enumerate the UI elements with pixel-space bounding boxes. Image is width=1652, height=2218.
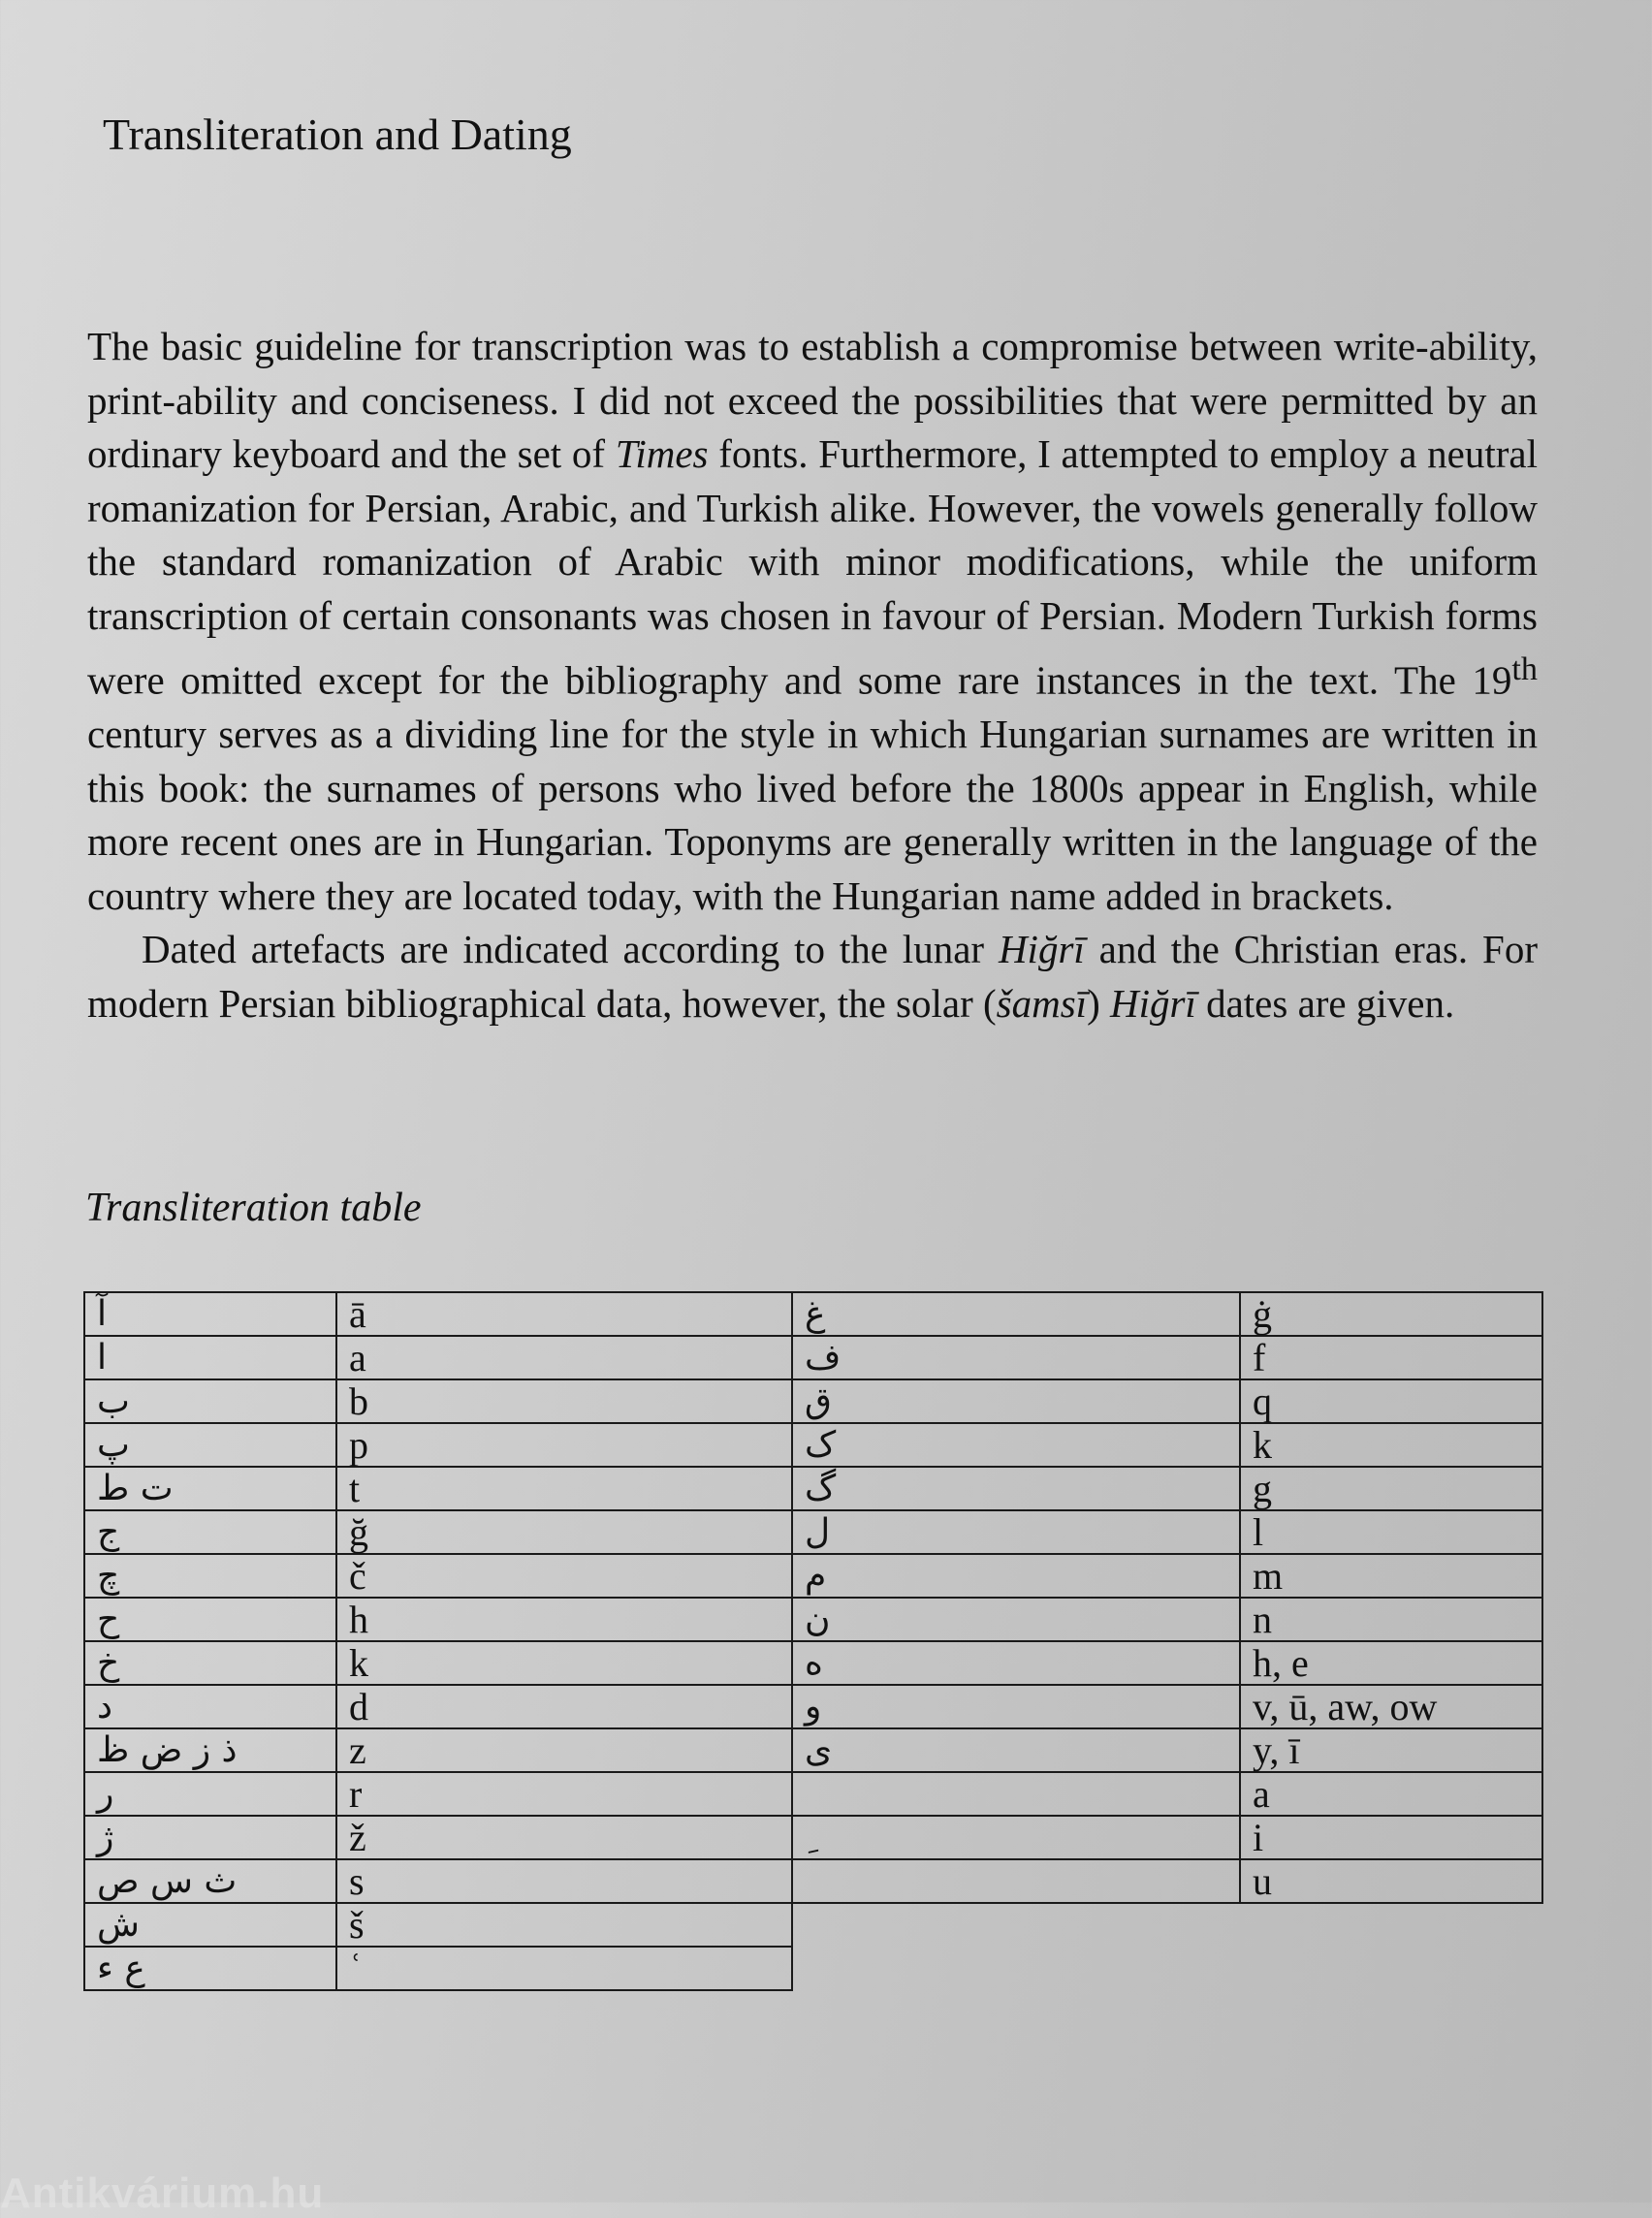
table-row	[84, 1816, 792, 1859]
table-row	[792, 1467, 1542, 1510]
italic-span: Hiğrī	[1109, 980, 1196, 1026]
transliteration-table-left	[83, 1291, 793, 1991]
table-row	[84, 1510, 792, 1554]
text-span: dates are given.	[1195, 980, 1455, 1026]
text-span: The basic guideline for transcription was to establish a compromise between write-ability, print-ability and conciseness. I did not exceed the possibilities that were permitted by an ordinary keyboard and the set of	[87, 324, 1538, 476]
arabic-letter-cell: ج	[84, 1510, 336, 1554]
table-row	[84, 1467, 792, 1510]
table-row	[84, 1598, 792, 1641]
table-row	[792, 1685, 1542, 1728]
latin-transcription-cell: u	[1240, 1859, 1542, 1903]
watermark: Antikvárium.hu	[0, 2170, 325, 2217]
table-row	[792, 1772, 1542, 1816]
arabic-letter-cell: ه	[792, 1641, 1240, 1685]
arabic-letter-cell: ح	[84, 1598, 336, 1641]
body-text	[87, 320, 1538, 1030]
arabic-letter-cell: ت ط	[84, 1467, 336, 1510]
arabic-letter-cell: ب	[84, 1379, 336, 1423]
table-row	[792, 1510, 1542, 1554]
table-row	[792, 1379, 1542, 1423]
latin-transcription-cell: i	[1240, 1816, 1542, 1859]
table-row	[84, 1641, 792, 1685]
latin-transcription-cell: ġ	[1240, 1292, 1542, 1336]
arabic-letter-cell: و	[792, 1685, 1240, 1728]
latin-transcription-cell: h	[336, 1598, 792, 1641]
paragraph-transcription	[87, 320, 1538, 923]
latin-transcription-cell: k	[336, 1641, 792, 1685]
text-span: Dated artefacts are indicated according to the lunar	[142, 927, 999, 972]
arabic-letter-cell: ذ ز ض ظ	[84, 1728, 336, 1772]
latin-transcription-cell: l	[1240, 1510, 1542, 1554]
arabic-letter-cell: ث س ص	[84, 1859, 336, 1903]
latin-transcription-cell: d	[336, 1685, 792, 1728]
arabic-letter-cell: ع ء	[84, 1947, 336, 1990]
italic-span: šamsī	[996, 980, 1088, 1026]
arabic-letter-cell: ک	[792, 1423, 1240, 1467]
table-row	[84, 1772, 792, 1816]
arabic-letter-cell: م	[792, 1554, 1240, 1598]
latin-transcription-cell: a	[1240, 1772, 1542, 1816]
arabic-letter-cell: پ	[84, 1423, 336, 1467]
latin-transcription-cell: p	[336, 1423, 792, 1467]
arabic-letter-cell: ژ	[84, 1816, 336, 1859]
table-row	[84, 1292, 792, 1336]
arabic-letter-cell: خ	[84, 1641, 336, 1685]
table-row	[84, 1903, 792, 1947]
table-row	[84, 1336, 792, 1379]
page-title: Transliteration and Dating	[103, 110, 572, 159]
latin-transcription-cell: ğ	[336, 1510, 792, 1554]
latin-transcription-cell: n	[1240, 1598, 1542, 1641]
latin-transcription-cell: h, e	[1240, 1641, 1542, 1685]
text-span: )	[1087, 980, 1110, 1026]
latin-transcription-cell: s	[336, 1859, 792, 1903]
latin-transcription-cell: r	[336, 1772, 792, 1816]
arabic-letter-cell: غ	[792, 1292, 1240, 1336]
latin-transcription-cell: g	[1240, 1467, 1542, 1510]
table-row	[792, 1641, 1542, 1685]
table-caption: Transliteration table	[85, 1186, 422, 1230]
arabic-letter-cell: گ	[792, 1467, 1240, 1510]
latin-transcription-cell: y, ī	[1240, 1728, 1542, 1772]
arabic-letter-cell: ل	[792, 1510, 1240, 1554]
arabic-letter-cell: ف	[792, 1336, 1240, 1379]
table-row	[84, 1423, 792, 1467]
table-row	[792, 1728, 1542, 1772]
latin-transcription-cell: v, ū, aw, ow	[1240, 1685, 1542, 1728]
table-row	[84, 1379, 792, 1423]
latin-transcription-cell: k	[1240, 1423, 1542, 1467]
arabic-letter-cell: چ	[84, 1554, 336, 1598]
table-row	[792, 1292, 1542, 1336]
arabic-letter-cell	[792, 1816, 1240, 1859]
latin-transcription-cell: t	[336, 1467, 792, 1510]
table-row	[84, 1859, 792, 1903]
superscript: th	[1511, 651, 1538, 687]
arabic-letter-cell: ا	[84, 1336, 336, 1379]
latin-transcription-cell: f	[1240, 1336, 1542, 1379]
arabic-letter-cell: آ	[84, 1292, 336, 1336]
paragraph-dating	[87, 923, 1538, 1030]
table-row	[792, 1423, 1542, 1467]
italic-span: Times	[615, 431, 709, 476]
latin-transcription-cell: č	[336, 1554, 792, 1598]
latin-transcription-cell: a	[336, 1336, 792, 1379]
arabic-letter-cell: ش	[84, 1903, 336, 1947]
arabic-letter-cell: ن	[792, 1598, 1240, 1641]
table-row	[84, 1685, 792, 1728]
arabic-letter-cell: د	[84, 1685, 336, 1728]
latin-transcription-cell: b	[336, 1379, 792, 1423]
table-row	[84, 1554, 792, 1598]
arabic-letter-cell: ی	[792, 1728, 1240, 1772]
table-row	[792, 1859, 1542, 1903]
latin-transcription-cell: ž	[336, 1816, 792, 1859]
text-span: and the Christian eras. For modern Persian bibliographical data, however, the solar (	[87, 927, 1539, 1026]
table-row	[84, 1947, 792, 1990]
latin-transcription-cell: z	[336, 1728, 792, 1772]
latin-transcription-cell: q	[1240, 1379, 1542, 1423]
arabic-letter-cell	[792, 1859, 1240, 1903]
arabic-letter-cell: ر	[84, 1772, 336, 1816]
italic-span: Hiğrī	[998, 927, 1085, 972]
arabic-letter-cell	[792, 1772, 1240, 1816]
arabic-letter-cell: ق	[792, 1379, 1240, 1423]
transliteration-table-right	[791, 1291, 1543, 1904]
table-row	[792, 1554, 1542, 1598]
table-row	[792, 1598, 1542, 1641]
latin-transcription-cell: š	[336, 1903, 792, 1947]
table-row	[792, 1816, 1542, 1859]
text-span: fonts. Furthermore, I attempted to employ a neutral romanization for Persian, Arabic, and Turkish alike. However, the vowels generally follow the standard romanization of Arabic with minor modifications, while the uniform transcription of certain consonants was chosen in favour of Persian. Modern Turkish forms were omitted except for the bibliography and some rare instances in the text. The 19	[87, 431, 1538, 703]
table-row	[84, 1728, 792, 1772]
text-span: century serves as a dividing line for the style in which Hungarian surnames are written in this book: the surnames of persons who lived before the 1800s appear in English, while more recent ones are in Hungarian. Toponyms are generally written in the language of the country where they are located today, with the Hungarian name added in brackets.	[87, 712, 1538, 918]
latin-transcription-cell: m	[1240, 1554, 1542, 1598]
latin-transcription-cell: ʿ	[336, 1947, 792, 1990]
table-row	[792, 1336, 1542, 1379]
latin-transcription-cell: ā	[336, 1292, 792, 1336]
